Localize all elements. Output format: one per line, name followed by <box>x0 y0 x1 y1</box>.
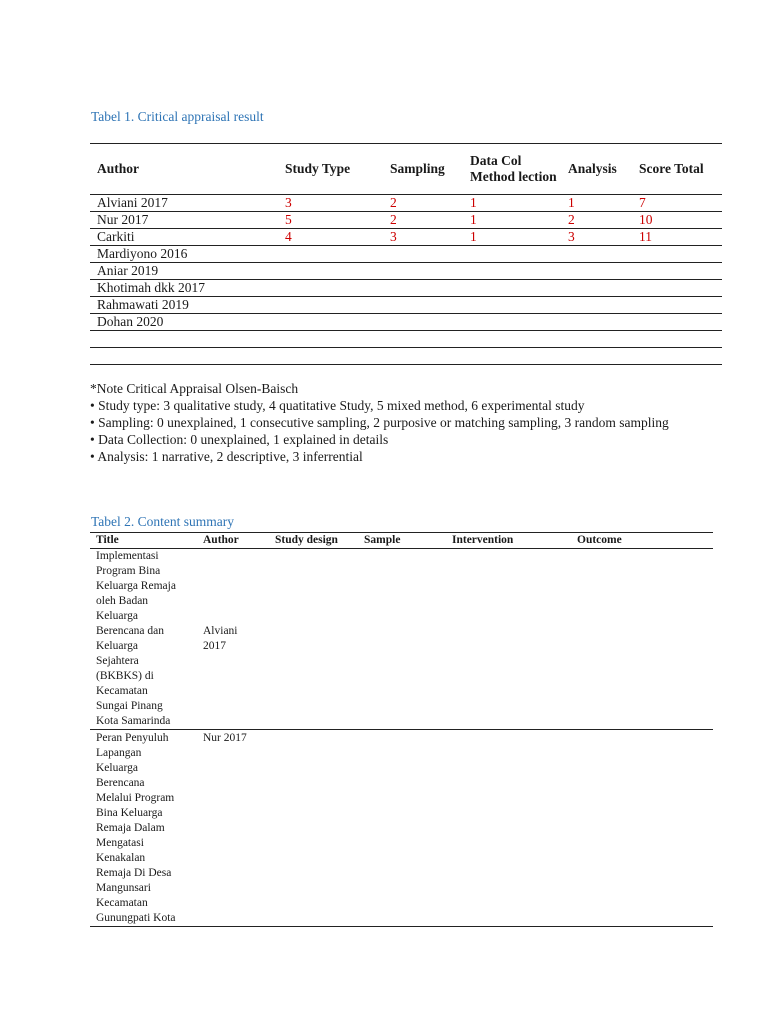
title-line: Mengatasi <box>96 837 144 849</box>
cell-intervention <box>446 730 571 927</box>
note-data-collection: • Data Collection: 0 unexplained, 1 explained in details <box>90 432 389 447</box>
cell-score-total: 7 <box>632 195 722 212</box>
cell-outcome <box>571 549 713 730</box>
cell-sampling: 3 <box>383 229 463 246</box>
table-row <box>90 212 722 229</box>
cell-sampling: 2 <box>383 212 463 229</box>
cell-analysis <box>561 331 632 348</box>
header-author: Author <box>90 144 278 195</box>
cell-study-type: 5 <box>278 212 383 229</box>
cell-score-total <box>632 348 722 365</box>
title-line: Sejahtera <box>96 655 139 667</box>
cell-analysis: 2 <box>561 212 632 229</box>
appraisal-notes <box>90 380 677 465</box>
cell-outcome <box>571 730 713 927</box>
title-line: Remaja Dalam <box>96 822 165 834</box>
title-line: Melalui Program <box>96 792 175 804</box>
cell-sampling <box>383 348 463 365</box>
table-row <box>90 730 713 927</box>
cell-study-type <box>278 314 383 331</box>
title-line: (BKBKS) di <box>96 670 154 682</box>
header-outcome: Outcome <box>571 533 713 549</box>
cell-analysis <box>561 263 632 280</box>
title-line: Program Bina <box>96 565 161 577</box>
note-sampling: • Sampling: 0 unexplained, 1 consecutive sampling, 2 purposive or matching sampling, 3 random sampling <box>90 415 669 430</box>
title-line: Berencana <box>96 777 145 789</box>
header-score-total: Score Total <box>632 144 722 195</box>
cell-sampling <box>383 297 463 314</box>
title-line: Keluarga <box>96 640 138 652</box>
table-row <box>90 229 722 246</box>
title-line: oleh Badan <box>96 595 149 607</box>
cell-author: Mardiyono 2016 <box>90 246 278 263</box>
table-row <box>90 331 722 348</box>
cell-study-design <box>269 549 358 730</box>
title-line: Remaja Di Desa <box>96 867 172 879</box>
table-row <box>90 246 722 263</box>
header-data-collection: Data Col Method lection <box>463 144 561 195</box>
cell-author <box>197 730 269 927</box>
cell-data-collection <box>463 280 561 297</box>
cell-study-type: 4 <box>278 229 383 246</box>
cell-score-total <box>632 314 722 331</box>
cell-data-collection <box>463 331 561 348</box>
table2-header-row <box>90 533 713 549</box>
cell-study-type <box>278 348 383 365</box>
author-line: Nur 2017 <box>203 732 247 744</box>
title-line: Kecamatan <box>96 897 148 909</box>
cell-study-design <box>269 730 358 927</box>
table-row <box>90 263 722 280</box>
header-sample: Sample <box>358 533 446 549</box>
cell-data-collection <box>463 246 561 263</box>
header-study-type: Study Type <box>278 144 383 195</box>
cell-author <box>90 348 278 365</box>
title-line: Mangunsari <box>96 882 151 894</box>
cell-author <box>90 331 278 348</box>
content-summary-table <box>90 532 713 927</box>
cell-author: Khotimah dkk 2017 <box>90 280 278 297</box>
title-line: Bina Keluarga <box>96 807 163 819</box>
table-row <box>90 549 713 730</box>
cell-data-collection: 1 <box>463 212 561 229</box>
title-line: Keluarga Remaja <box>96 580 176 592</box>
author-line: 2017 <box>203 640 226 652</box>
table-row <box>90 195 722 212</box>
title-line: Berencana dan <box>96 625 165 637</box>
cell-data-collection <box>463 297 561 314</box>
title-line: Kenakalan <box>96 852 146 864</box>
cell-author <box>197 549 269 730</box>
table-row <box>90 348 722 365</box>
cell-study-type <box>278 280 383 297</box>
title-line: Keluarga <box>96 762 138 774</box>
table-row <box>90 314 722 331</box>
cell-score-total: 11 <box>632 229 722 246</box>
header-intervention: Intervention <box>446 533 571 549</box>
author-line: Alviani <box>203 625 238 637</box>
cell-data-collection <box>463 348 561 365</box>
table2-caption: Tabel 2. Content summary <box>91 514 235 529</box>
cell-analysis <box>561 314 632 331</box>
header-analysis: Analysis <box>561 144 632 195</box>
title-line: Kota Samarinda <box>96 715 171 727</box>
title-line: Implementasi <box>96 550 159 562</box>
cell-score-total <box>632 297 722 314</box>
cell-sample <box>358 549 446 730</box>
cell-intervention <box>446 549 571 730</box>
cell-data-collection <box>463 263 561 280</box>
note-analysis: • Analysis: 1 narrative, 2 descriptive, 3 inferrential <box>90 449 363 464</box>
cell-analysis: 1 <box>561 195 632 212</box>
cell-author: Rahmawati 2019 <box>90 297 278 314</box>
cell-author: Alviani 2017 <box>90 195 278 212</box>
cell-analysis <box>561 348 632 365</box>
cell-title <box>90 730 197 927</box>
title-line: Keluarga <box>96 610 138 622</box>
cell-score-total: 10 <box>632 212 722 229</box>
cell-study-type <box>278 246 383 263</box>
title-line: Kecamatan <box>96 685 148 697</box>
cell-author: Aniar 2019 <box>90 263 278 280</box>
cell-study-type <box>278 331 383 348</box>
cell-sampling <box>383 280 463 297</box>
cell-study-type <box>278 263 383 280</box>
cell-data-collection <box>463 314 561 331</box>
cell-score-total <box>632 280 722 297</box>
cell-sampling <box>383 246 463 263</box>
cell-author: Nur 2017 <box>90 212 278 229</box>
cell-study-type: 3 <box>278 195 383 212</box>
cell-sampling: 2 <box>383 195 463 212</box>
header-author: Author <box>197 533 269 549</box>
cell-analysis <box>561 246 632 263</box>
cell-sampling <box>383 314 463 331</box>
cell-data-collection: 1 <box>463 229 561 246</box>
table-row <box>90 297 722 314</box>
cell-study-type <box>278 297 383 314</box>
title-line: Gunungpati Kota <box>96 912 176 924</box>
cell-analysis: 3 <box>561 229 632 246</box>
title-line: Sungai Pinang <box>96 700 163 712</box>
cell-sampling <box>383 263 463 280</box>
title-line: Lapangan <box>96 747 142 759</box>
cell-score-total <box>632 246 722 263</box>
title-line: Peran Penyuluh <box>96 732 169 744</box>
critical-appraisal-table <box>90 143 722 365</box>
cell-title <box>90 549 197 730</box>
note-study-type: • Study type: 3 qualitative study, 4 quatitative Study, 5 mixed method, 6 experimental study <box>90 398 585 413</box>
table1-header-row <box>90 144 722 195</box>
cell-analysis <box>561 297 632 314</box>
cell-sample <box>358 730 446 927</box>
cell-analysis <box>561 280 632 297</box>
header-sampling: Sampling <box>383 144 463 195</box>
cell-score-total <box>632 263 722 280</box>
header-title: Title <box>90 533 197 549</box>
cell-score-total <box>632 331 722 348</box>
header-study-design: Study design <box>269 533 358 549</box>
table-row <box>90 280 722 297</box>
cell-author: Dohan 2020 <box>90 314 278 331</box>
cell-sampling <box>383 331 463 348</box>
notes-title: *Note Critical Appraisal Olsen-Baisch <box>90 381 299 396</box>
cell-data-collection: 1 <box>463 195 561 212</box>
cell-author: Carkiti <box>90 229 278 246</box>
table1-caption: Tabel 1. Critical appraisal result <box>91 109 264 124</box>
